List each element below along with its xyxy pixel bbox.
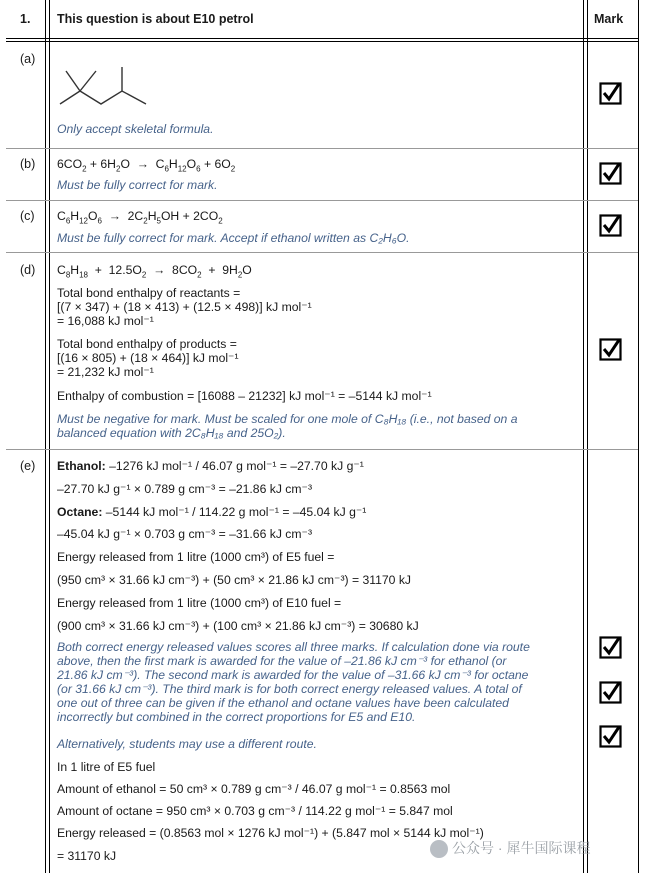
frame-line-left: [45, 0, 46, 873]
wechat-icon: [430, 840, 448, 858]
part-e-label: (e): [20, 459, 36, 473]
ethanol-line-1: [57, 459, 364, 473]
reactants-line-3: = 16,088 kJ mol⁻¹: [57, 314, 154, 328]
part-d-label: (d): [20, 263, 36, 277]
mark-checkbox-icon: [599, 214, 622, 237]
octane-line-2: –45.04 kJ g⁻¹ × 0.703 g cm⁻³ = –31.66 kJ cm⁻³: [57, 527, 313, 541]
part-b-label: (b): [20, 157, 36, 171]
header-divider: [6, 38, 638, 39]
frame-line-right: [583, 0, 584, 873]
part-e-note-line-5: one out of three can be given if the ethanol and octane values have been calculated: [57, 696, 509, 710]
products-line-2: [(16 × 805) + (18 × 464)] kJ mol⁻¹: [57, 351, 239, 365]
part-e-note-line-1: Both correct energy released values scores all three marks. If calculation done via route: [57, 640, 530, 654]
mark-checkbox-icon: [599, 338, 622, 361]
photosynthesis-equation: $6CO_2 + 6H_2O \to C_6H_{12}O_6 + 6O_2$: [57, 157, 236, 174]
question-number: 1.: [20, 12, 31, 26]
header-divider-2: [6, 41, 638, 42]
ethanol-label: Ethanol:: [57, 459, 106, 473]
mark-checkbox-icon: [599, 636, 622, 659]
frame-line-outer-right: [638, 0, 639, 873]
watermark-text: 公众号 · 犀牛国际课程: [452, 840, 591, 856]
part-e-note-line-6: incorrectly but combined in the correct proportions for E5 and E10.: [57, 710, 416, 724]
question-title: This question is about E10 petrol: [57, 12, 254, 26]
mark-checkbox-icon: [599, 162, 622, 185]
energy-total: = 31170 kJ: [57, 849, 117, 863]
part-e-note-line-3: 21.86 kJ cm⁻³). The second mark is awarded for the value of –31.66 kJ cm⁻³ for octane: [57, 668, 529, 682]
combustion-enthalpy: Enthalpy of combustion = [16088 – 21232] kJ mol⁻¹ = –5144 kJ mol⁻¹: [57, 389, 432, 403]
combustion-equation: $C_8H_{18} + 12.5O_2 \to 8CO_2 + 9H_2O$: [57, 263, 252, 280]
octane-line-1: [57, 505, 366, 519]
frame-line-right-inner: [587, 0, 588, 873]
reactants-line-1: Total bond enthalpy of reactants =: [57, 286, 241, 300]
litre-e5-heading: In 1 litre of E5 fuel: [57, 760, 156, 774]
products-line-1: Total bond enthalpy of products =: [57, 337, 237, 351]
part-d-note-line-1: Must be negative for mark. Must be scaled for one mole of C₈H₁₈ (i.e., not based on a: [57, 412, 518, 426]
part-e-note-line-4: (or 31.66 kJ cm⁻³). The third mark is for both correct energy released values. A total of: [57, 682, 522, 696]
e10-line-2: (900 cm³ × 31.66 kJ cm⁻³) + (100 cm³ × 21.86 kJ cm⁻³) = 30680 kJ: [57, 619, 419, 633]
part-b-note: Must be fully correct for mark.: [57, 178, 218, 192]
watermark: [430, 838, 590, 858]
energy-released: Energy released = (0.8563 mol × 1276 kJ mol⁻¹) + (5.847 mol × 5144 kJ mol⁻¹): [57, 826, 484, 840]
part-a-note: Only accept skeletal formula.: [57, 122, 214, 136]
e5-line-2: (950 cm³ × 31.66 kJ cm⁻³) + (50 cm³ × 21.86 kJ cm⁻³) = 31170 kJ: [57, 573, 412, 587]
row-divider-d: [6, 449, 638, 450]
part-c-label: (c): [20, 209, 35, 223]
frame-line-left-inner: [49, 0, 50, 873]
reactants-line-2: [(7 × 347) + (18 × 413) + (12.5 × 498)] kJ mol⁻¹: [57, 300, 312, 314]
alternative-route-note: Alternatively, students may use a different route.: [57, 737, 317, 751]
mark-checkbox-icon: [599, 725, 622, 748]
ethanol-value: –1276 kJ mol⁻¹ / 46.07 g mol⁻¹ = –27.70 kJ g⁻¹: [105, 459, 364, 473]
amount-octane: Amount of octane = 950 cm³ × 0.703 g cm⁻³ / 114.22 g mol⁻¹ = 5.847 mol: [57, 804, 453, 818]
skeletal-formula-diagram: [58, 64, 150, 106]
e10-line-1: Energy released from 1 litre (1000 cm³) of E10 fuel =: [57, 596, 342, 610]
fermentation-equation: $C_6H_{12}O_6 \to 2C_2H_5OH + 2CO_2$: [57, 209, 223, 226]
e5-line-1: Energy released from 1 litre (1000 cm³) of E5 fuel =: [57, 550, 335, 564]
row-divider-b: [6, 200, 638, 201]
octane-label: Octane:: [57, 505, 103, 519]
part-e-note-line-2: above, then the first mark is awarded for the value of –21.86 kJ cm⁻³ for ethanol (or: [57, 654, 507, 668]
mark-checkbox-icon: [599, 681, 622, 704]
ethanol-line-2: –27.70 kJ g⁻¹ × 0.789 g cm⁻³ = –21.86 kJ cm⁻³: [57, 482, 313, 496]
part-d-note-line-2: balanced equation with 2C₈H₁₈ and 25O₂).: [57, 426, 286, 440]
part-a-label: (a): [20, 52, 36, 66]
part-c-note: Must be fully correct for mark. Accept if ethanol written as C₂H₆O.: [57, 231, 410, 245]
mark-checkbox-icon: [599, 82, 622, 105]
products-line-3: = 21,232 kJ mol⁻¹: [57, 365, 154, 379]
row-divider-c: [6, 252, 638, 253]
row-divider-a: [6, 148, 638, 149]
mark-column-header: Mark: [594, 12, 624, 26]
octane-value: –5144 kJ mol⁻¹ / 114.22 g mol⁻¹ = –45.04 kJ g⁻¹: [102, 505, 367, 519]
amount-ethanol: Amount of ethanol = 50 cm³ × 0.789 g cm⁻³ / 46.07 g mol⁻¹ = 0.8563 mol: [57, 782, 451, 796]
